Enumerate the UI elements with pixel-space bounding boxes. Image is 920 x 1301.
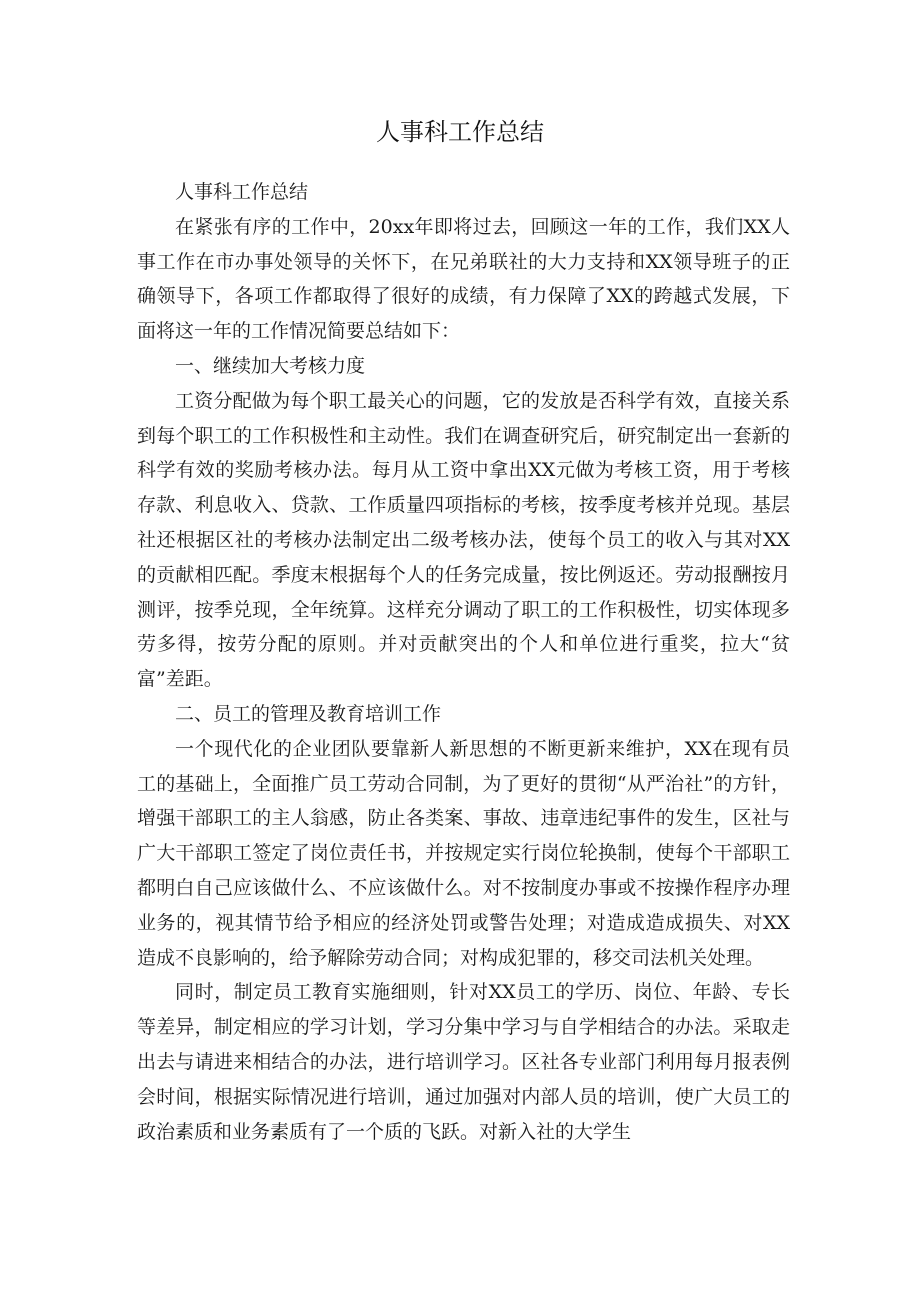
section-2-paragraph-continued: 同时，制定员工教育实施细则，针对XX员工的学历、岗位、年龄、专长等差异，制定相应的学习计划，学习分集中学习与自学相结合的办法。采取走出去与请进来相结合的办法，进行培训学习。区社各专业部门利用每月报表例会时间，根据实际情况进行培训，通过加强对内部人员的培训，使广大员工的政治素质和业务素质有了一个质的飞跃。对新入社的大学生 — [137, 981, 790, 1143]
section-heading-1: 一、继续加大考核力度 — [175, 354, 366, 377]
subtitle-paragraph: 人事科工作总结 — [175, 181, 309, 203]
section-heading-2: 二、员工的管理及教育培训工作 — [175, 702, 442, 725]
document-title: 人事科工作总结 — [376, 118, 544, 146]
section-2-paragraph: 一个现代化的企业团队要靠新人新思想的不断更新来维护，XX在现有员工的基础上，全面推广员工劳动合同制，为了更好的贯彻“从严治社”的方针，增强干部职工的主人翁感，防止各类案、事故、违章违纪事件的发生，区社与广大干部职工签定了岗位责任书，并按规定实行岗位轮换制，使每个干部职工都明白自己应该做什么、不应该做什么。对不按制度办事或不按操作程序办理业务的，视其情节给予相应的经济处罚或警告处理；对造成造成损失、对XX造成不良影响的，给予解除劳动合同；对构成犯罪的，移交司法机关处理。 — [137, 737, 790, 969]
document-body — [137, 175, 790, 1149]
intro-paragraph: 在紧张有序的工作中，20xx年即将过去，回顾这一年的工作，我们XX人事工作在市办事处领导的关怀下，在兄弟联社的大力支持和XX领导班子的正确领导下，各项工作都取得了很好的成绩，有力保障了XX的跨越式发展，下面将这一年的工作情况简要总结如下： — [137, 215, 790, 343]
section-1-paragraph: 工资分配做为每个职工最关心的问题，它的发放是否科学有效，直接关系到每个职工的工作积极性和主动性。我们在调查研究后，研究制定出一套新的科学有效的奖励考核办法。每月从工资中拿出XX元做为考核工资，用于考核存款、利息收入、贷款、工作质量四项指标的考核，按季度考核并兑现。基层社还根据区社的考核办法制定出二级考核办法，使每个员工的收入与其对XX的贡献相匹配。季度末根据每个人的任务完成量，按比例返还。劳动报酬按月测评，按季兑现，全年统算。这样充分调动了职工的工作积极性，切实体现多劳多得，按劳分配的原则。并对贡献突出的个人和单位进行重奖，拉大“贫富”差距。 — [137, 389, 790, 691]
